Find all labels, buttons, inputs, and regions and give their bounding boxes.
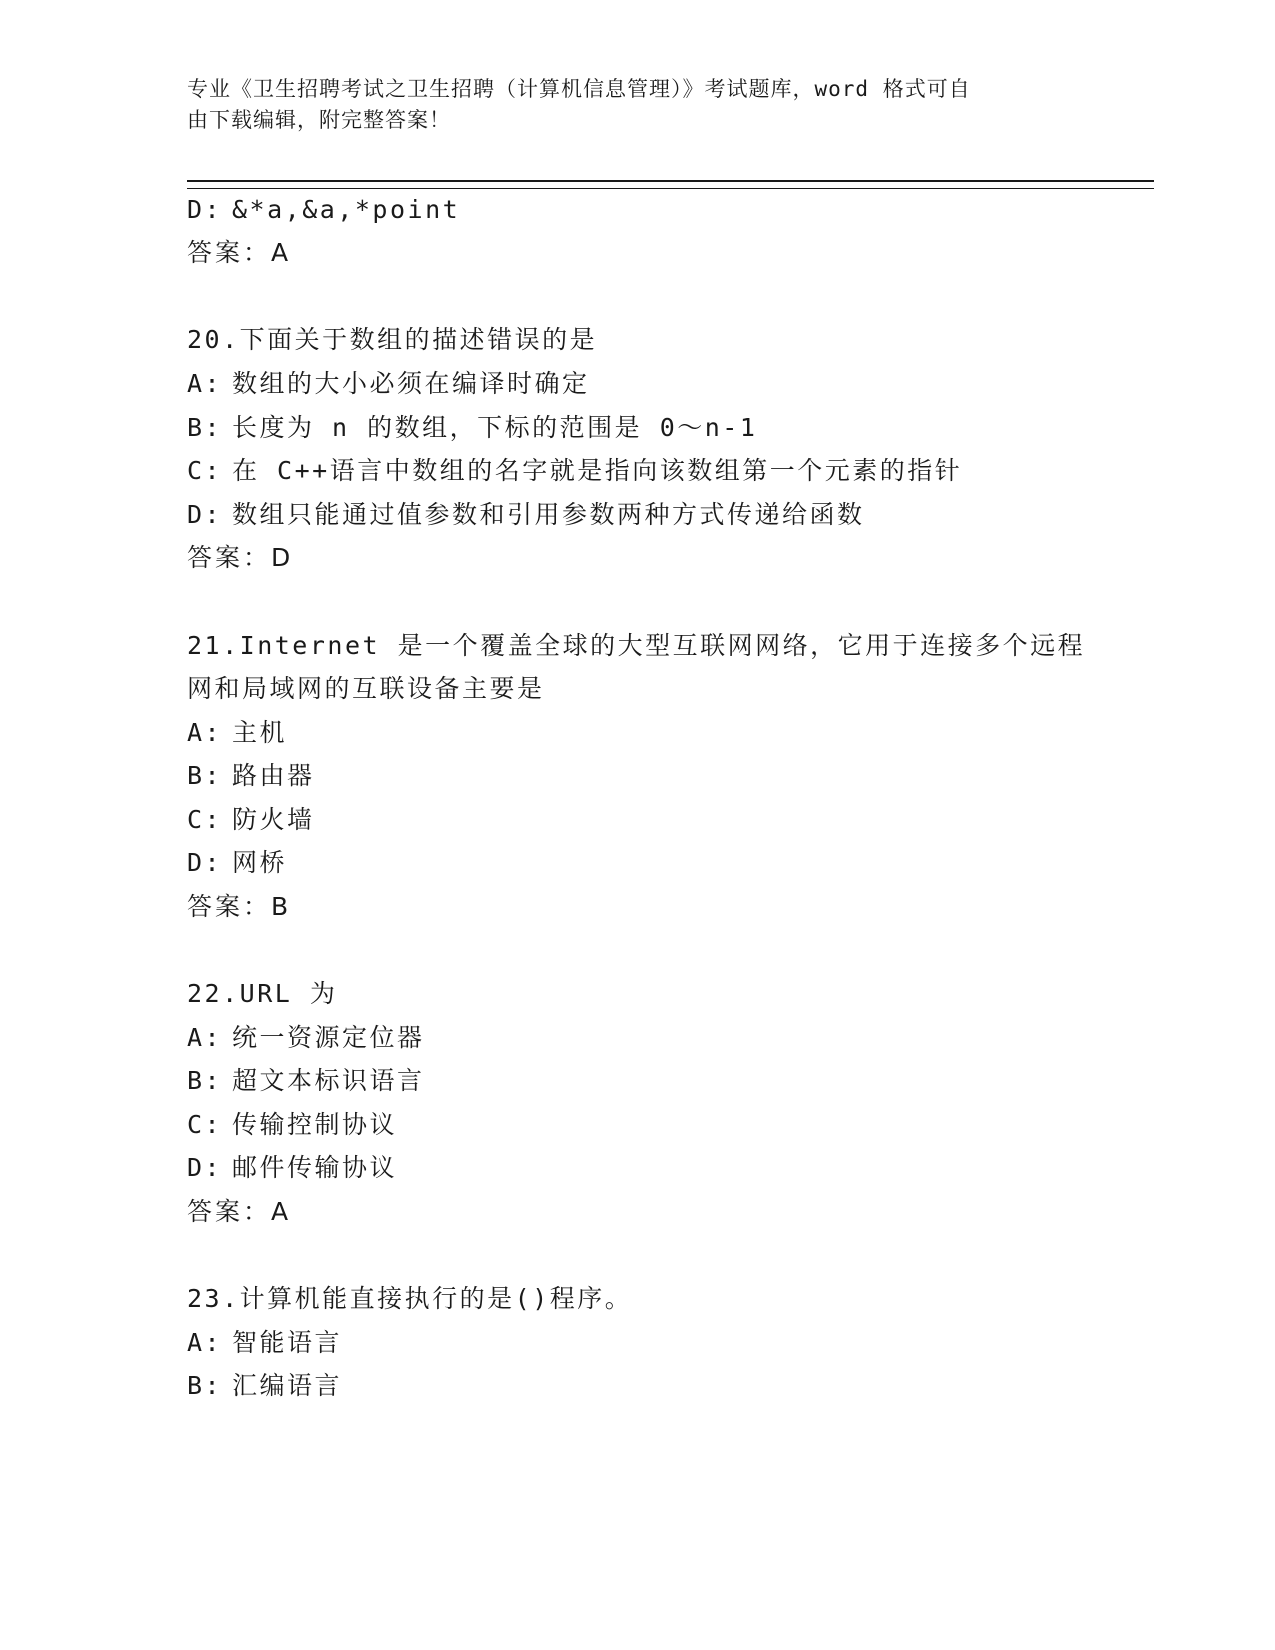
q19-answer: 答案：A (187, 238, 292, 267)
option-text: 主机 (232, 718, 288, 747)
option-text: 汇编语言 (232, 1371, 343, 1400)
q21-option-c (187, 805, 315, 835)
option-text: 超文本标识语言 (232, 1066, 425, 1095)
option-label: D: (187, 500, 223, 529)
q22-option-a (187, 1023, 425, 1053)
option-label: A: (187, 369, 223, 398)
option-label: B: (187, 761, 223, 790)
q21-option-b (187, 761, 315, 791)
option-text: 传输控制协议 (232, 1110, 398, 1139)
option-text: 网桥 (232, 848, 288, 877)
option-label: B: (187, 1371, 223, 1400)
q23-option-b (187, 1371, 342, 1401)
option-text: 长度为 n 的数组，下标的范围是 0～n-1 (232, 413, 758, 442)
option-label: A: (187, 718, 223, 747)
q20-answer: 答案：D (187, 543, 294, 572)
q20-option-a (187, 369, 590, 399)
q20-option-d (187, 500, 865, 530)
option-label: D: (187, 195, 223, 224)
option-text: 邮件传输协议 (232, 1153, 398, 1182)
q21-title-line-2: 网和局域网的互联设备主要是 (187, 674, 545, 703)
q22-option-c (187, 1110, 397, 1140)
q22-title: 22.URL 为 (187, 979, 338, 1008)
header-line-2: 由下载编辑，附完整答案！ (187, 108, 451, 132)
option-text: &*a,&a,*point (232, 195, 461, 224)
q19-option-d (187, 195, 460, 225)
option-label: A: (187, 1328, 223, 1357)
option-text: 统一资源定位器 (232, 1023, 425, 1052)
option-label: C: (187, 456, 223, 485)
q23-title: 23.计算机能直接执行的是()程序。 (187, 1284, 633, 1313)
q23-option-a (187, 1328, 342, 1358)
option-label: B: (187, 413, 223, 442)
option-label: C: (187, 805, 223, 834)
document-header (187, 74, 1087, 136)
option-label: B: (187, 1066, 223, 1095)
q21-answer: 答案：B (187, 892, 292, 921)
q21-option-d (187, 848, 287, 878)
option-label: C: (187, 1110, 223, 1139)
q22-option-b (187, 1066, 425, 1096)
header-line-1: 专业《卫生招聘考试之卫生招聘（计算机信息管理）》考试题库，word 格式可自 (187, 77, 971, 101)
q21-title-line-1: 21.Internet 是一个覆盖全球的大型互联网网络，它用于连接多个远程 (187, 631, 1086, 660)
q20-option-c (187, 456, 962, 486)
option-label: D: (187, 848, 223, 877)
q20-option-b (187, 413, 757, 443)
option-text: 路由器 (232, 761, 315, 790)
q21-option-a (187, 718, 287, 748)
option-text: 智能语言 (232, 1328, 343, 1357)
header-divider (187, 180, 1154, 189)
option-text: 数组的大小必须在编译时确定 (232, 369, 590, 398)
q20-title: 20.下面关于数组的描述错误的是 (187, 325, 598, 354)
option-label: A: (187, 1023, 223, 1052)
option-text: 防火墙 (232, 805, 315, 834)
q22-option-d (187, 1153, 397, 1183)
option-text: 数组只能通过值参数和引用参数两种方式传递给函数 (232, 500, 865, 529)
option-label: D: (187, 1153, 223, 1182)
q22-answer: 答案：A (187, 1197, 292, 1226)
option-text: 在 C++语言中数组的名字就是指向该数组第一个元素的指针 (232, 456, 963, 485)
